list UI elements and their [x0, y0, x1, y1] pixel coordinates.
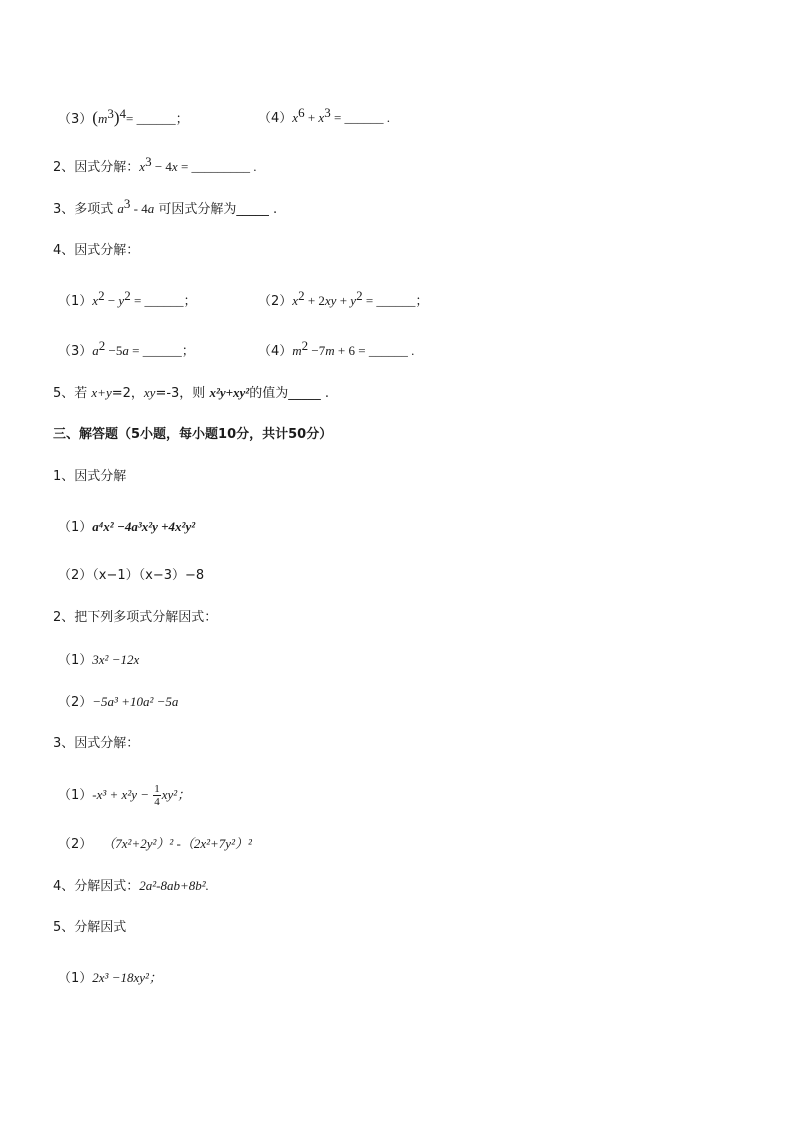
condition-value: =2， — [111, 386, 144, 401]
item-number: （4） — [258, 111, 293, 126]
answer-blank: = ______； — [362, 293, 429, 308]
section-question-5: 5、分解因式 — [53, 920, 127, 935]
math-var: x — [292, 293, 299, 308]
condition-sum: x+y — [91, 385, 112, 400]
exponent: 2 — [124, 288, 131, 303]
question-label: 4、因式分解： — [53, 243, 140, 258]
math-var: y — [350, 293, 357, 308]
problem-4-sum — [258, 105, 391, 128]
exponent: 2 — [301, 338, 309, 353]
math-var: a — [122, 343, 129, 358]
math-expression: xy²； — [161, 787, 191, 802]
section-question-3: 3、因式分解： — [53, 736, 140, 751]
exponent: 3 — [324, 105, 331, 120]
question-label: 4、分解因式： — [53, 879, 140, 894]
condition-product: xy — [143, 385, 156, 400]
item-number: （1） — [58, 520, 93, 535]
math-var: x — [171, 159, 178, 174]
paren-close: ) — [113, 108, 120, 127]
q4-item-1 — [58, 288, 197, 311]
q4-item-3 — [58, 338, 195, 361]
s1-item-1 — [58, 518, 195, 537]
exponent: 3 — [145, 154, 152, 169]
answer-blank: + 6 = ______ . — [334, 343, 415, 358]
section-question-2: 2、把下列多项式分解因式： — [53, 610, 218, 625]
fraction-denominator: 4 — [154, 796, 160, 808]
outer-exponent: 4 — [119, 106, 127, 121]
condition-value: =-3，则 — [155, 386, 210, 401]
math-var: x — [92, 293, 99, 308]
math-var: a — [117, 201, 124, 216]
operator: −5 — [105, 343, 123, 358]
s3-item-1 — [58, 783, 190, 808]
item-number: （3） — [58, 112, 93, 127]
item-number: （1） — [58, 653, 93, 668]
item-number: （1） — [58, 294, 93, 309]
math-expression: −5a³ +10a² −5a — [92, 694, 179, 709]
operator: −7 — [308, 343, 326, 358]
item-number: （2） — [258, 294, 293, 309]
math-var: m — [325, 343, 335, 358]
math-var: a — [92, 343, 99, 358]
s3-item-2 — [58, 835, 252, 854]
math-var: x — [292, 110, 299, 125]
target-expression: x²y+xy² — [209, 385, 250, 400]
question-label: 2、因式分解： — [53, 160, 140, 175]
inner-exponent: 3 — [107, 106, 114, 121]
answer-blank: = ______ . — [330, 110, 391, 125]
question-label: 5、若 — [53, 386, 92, 401]
question-tail: 的值为_____ . — [249, 386, 329, 401]
answer-blank: = ______； — [130, 293, 197, 308]
item-number: （2） — [58, 695, 93, 710]
s5-item-1 — [58, 969, 162, 988]
item-number: （3） — [58, 344, 93, 359]
math-expression: -x³ + x²y − — [92, 787, 153, 802]
answer-blank: = ______； — [126, 111, 189, 126]
problem-3-power — [58, 106, 189, 129]
question-tail: 可因式分解为_____ . — [154, 202, 278, 217]
exponent: 2 — [356, 288, 363, 303]
operator: + 2 — [304, 293, 325, 308]
exponent: 2 — [298, 288, 305, 303]
math-expression: （7x²+2y²）² -（2x²+7y²）² — [102, 836, 252, 851]
math-var: a — [147, 201, 155, 216]
math-var: m — [292, 343, 302, 358]
math-base: m — [97, 111, 108, 126]
s2-item-2 — [58, 693, 178, 712]
operator: + — [336, 293, 351, 308]
answer-blank: = ______； — [128, 343, 195, 358]
section-question-1: 1、因式分解 — [53, 469, 127, 484]
exponent: 2 — [98, 288, 105, 303]
question-3 — [53, 196, 278, 219]
math-var: xy — [324, 293, 337, 308]
s1-item-2: （2）（x−1）（x−3）−8 — [58, 568, 205, 583]
q4-item-4 — [258, 338, 415, 361]
question-label: 3、多项式 — [53, 202, 118, 217]
item-number: （2） — [58, 837, 93, 852]
question-5 — [53, 384, 329, 403]
math-expression: 2x³ −18xy²； — [92, 970, 162, 985]
paren-open: ( — [92, 108, 98, 127]
math-var: x — [139, 159, 146, 174]
math-expression: 2a²-8ab+8b². — [139, 878, 209, 893]
math-expression: 3x² −12x — [92, 652, 140, 667]
question-4 — [53, 242, 139, 260]
section-question-4 — [53, 877, 209, 896]
question-2 — [53, 154, 257, 177]
operator: - 4 — [130, 201, 148, 216]
math-var: x — [318, 110, 325, 125]
fraction — [153, 783, 161, 808]
q4-item-2 — [258, 288, 429, 311]
item-number: （4） — [258, 344, 293, 359]
exponent: 2 — [98, 338, 106, 353]
answer-blank: = _________ . — [177, 159, 257, 174]
exponent: 3 — [123, 196, 131, 211]
fraction-numerator: 1 — [154, 783, 160, 795]
s2-item-1 — [58, 651, 139, 670]
operator: − — [104, 293, 119, 308]
math-var: y — [118, 293, 125, 308]
operator: − 4 — [151, 159, 172, 174]
math-expression: a⁴x² −4a³x²y +4x²y² — [92, 519, 196, 534]
item-number: （1） — [58, 971, 93, 986]
section-title: 三、解答题（5小题，每小题10分，共计50分） — [53, 427, 333, 442]
operator: + — [304, 110, 319, 125]
item-number: （1） — [58, 788, 93, 803]
exponent: 6 — [298, 105, 305, 120]
